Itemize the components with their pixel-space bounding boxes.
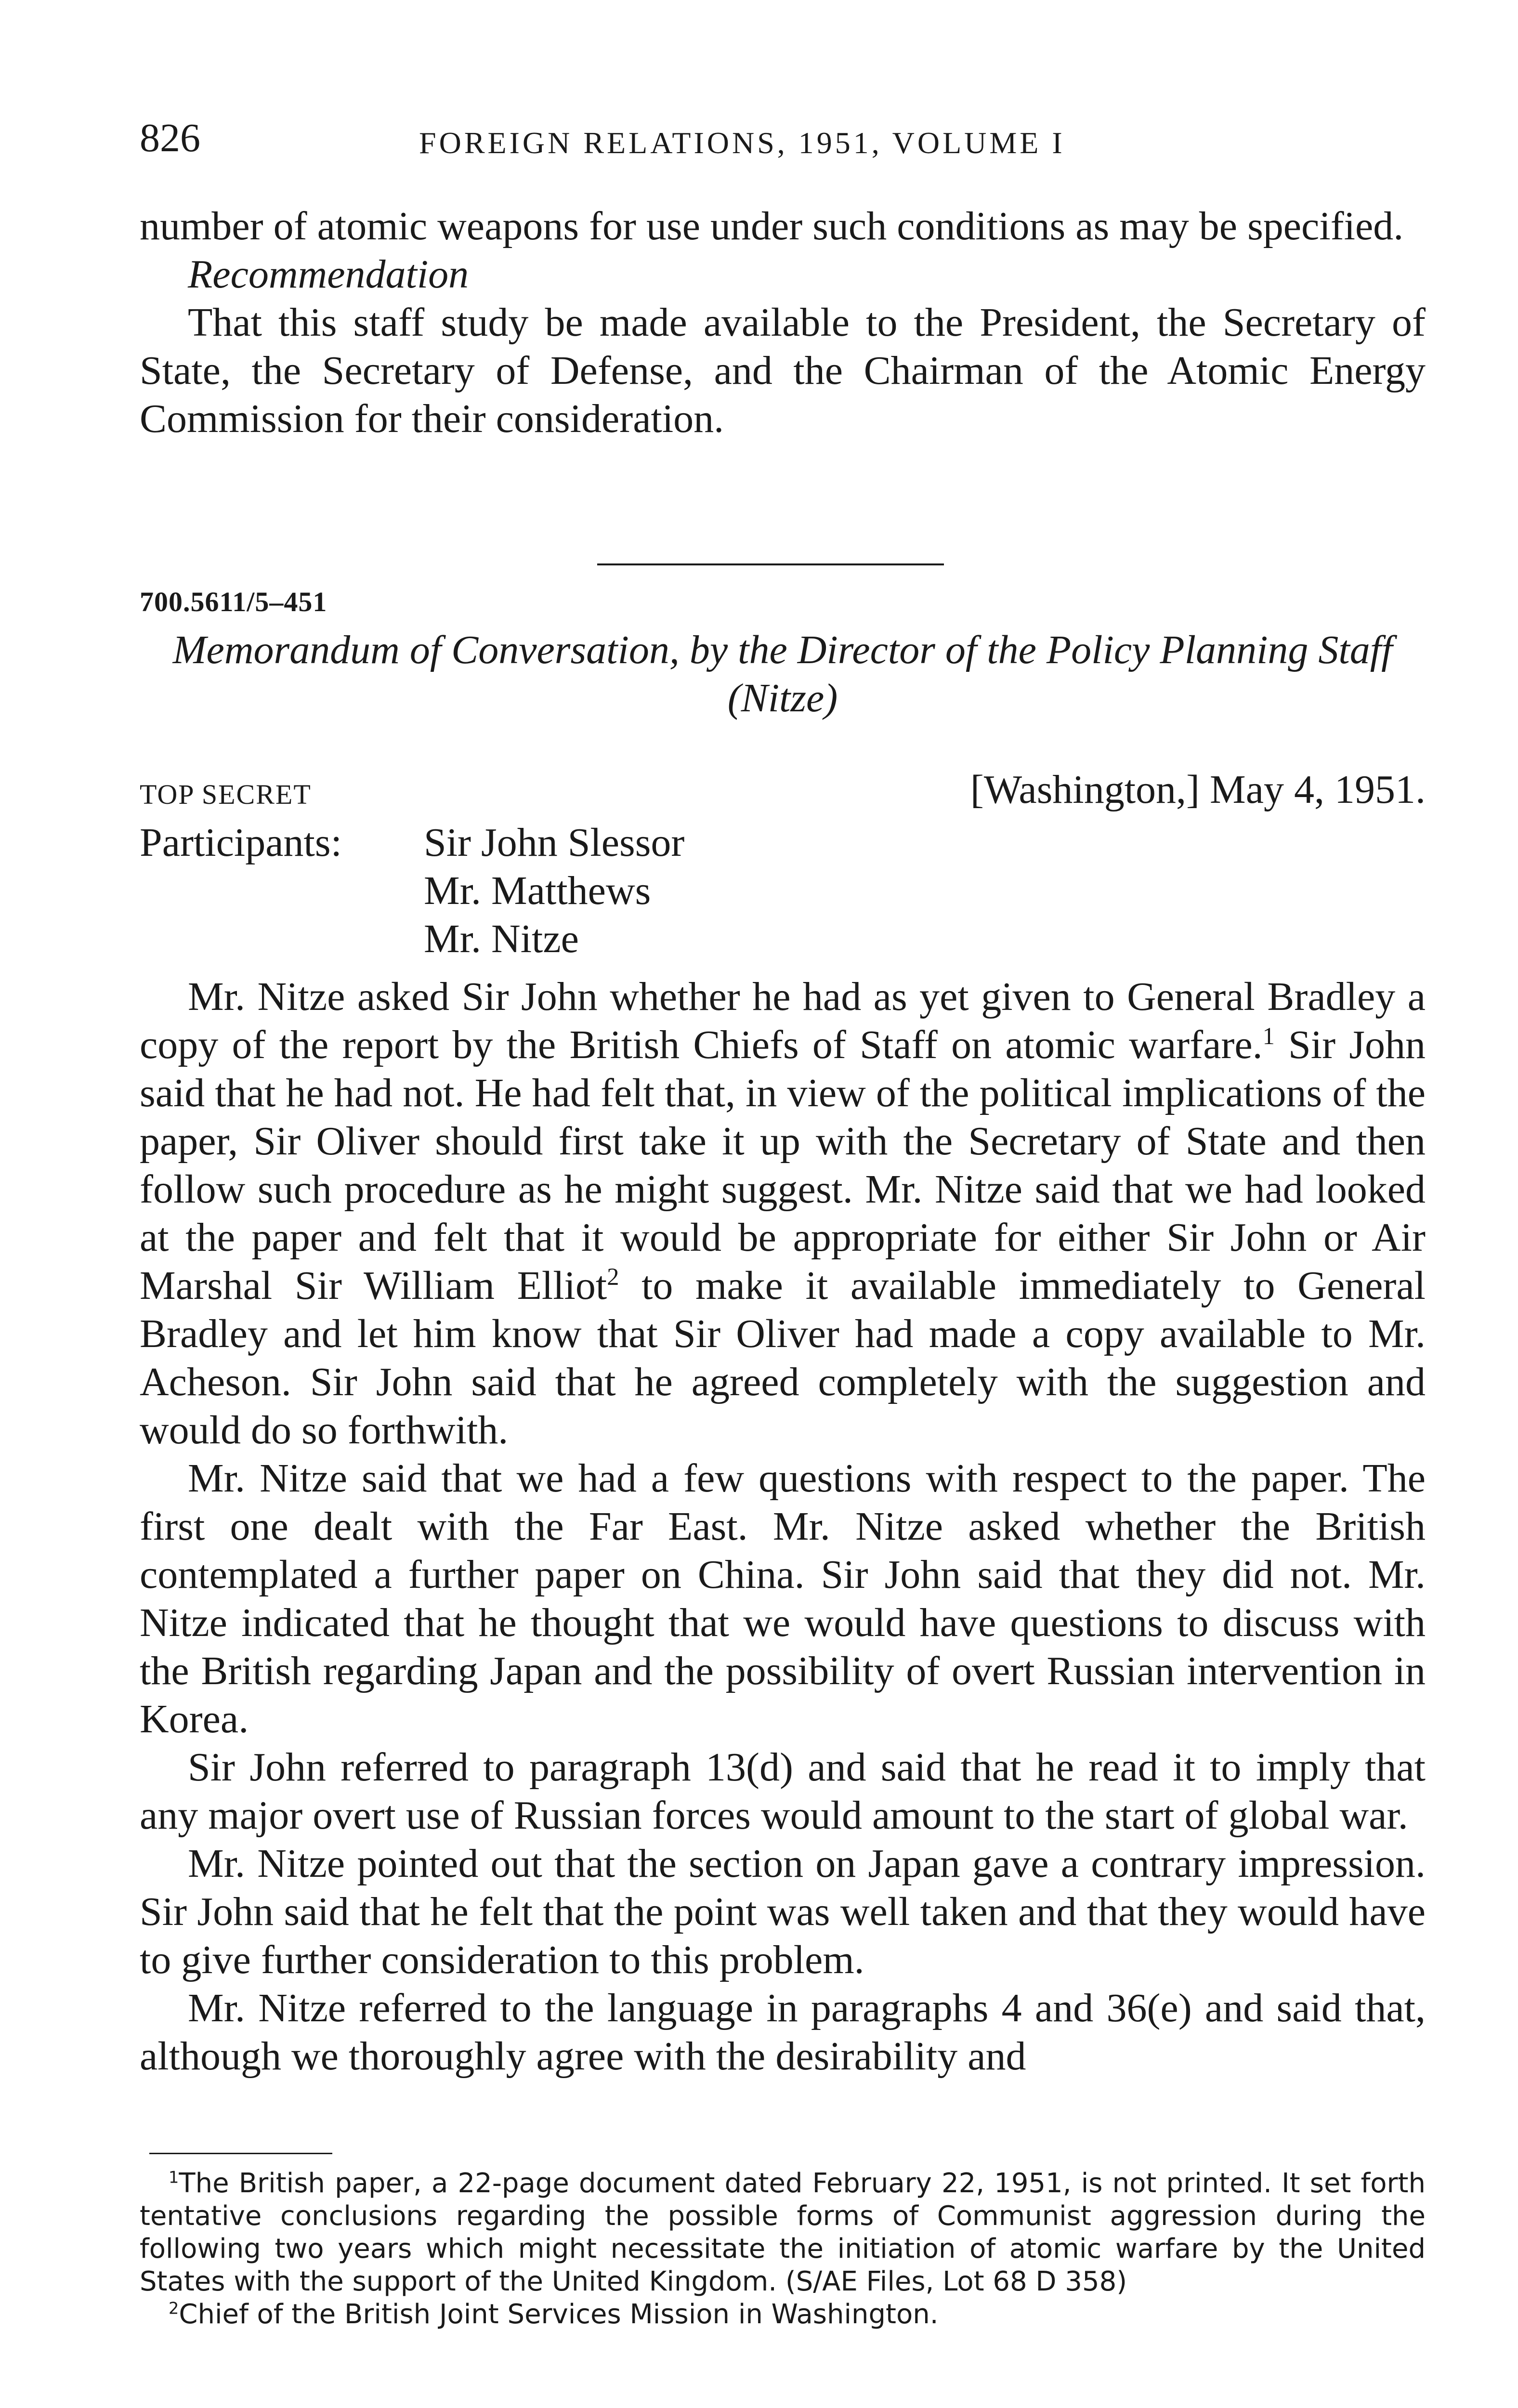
memo-paragraph: Sir John referred to paragraph 13(d) and said that he read it to imply that any major overt use of Russian forces would amount to the start of global war. <box>140 1745 1426 1838</box>
footnote <box>140 2167 1426 2298</box>
memo-title: Memorandum of Conversation, by the Director of the Policy Planning Staff (Nitze) <box>172 628 1393 720</box>
paragraph-text: to make it available immediately to General Bradley and let him know that Sir Oliver had made a copy available to Mr. Acheson. Sir John said that he agreed completely with the suggestion and would do so forthwith. <box>140 1263 1426 1453</box>
page-number: 826 <box>140 116 200 160</box>
continuation-paragraph: number of atomic weapons for use under such conditions as may be specified. <box>140 204 1404 249</box>
footnote-ref[interactable]: 2 <box>607 1263 619 1290</box>
memo-paragraph: Mr. Nitze said that we had a few questions with respect to the paper. The first one dealt with the Far East. Mr. Nitze asked whether the British contemplated a further paper on China. Sir John said that they did not. Mr. Nitze indicated that he thought that we would have questions to discuss with the British regarding Japan and the possibility of overt Russian intervention in Korea. <box>140 1456 1426 1741</box>
footnotes <box>140 2167 1426 2331</box>
participant: Mr. Nitze <box>424 916 579 961</box>
footnote-text: The British paper, a 22-page document dated February 22, 1951, is not printed. It set forth tentative conclusions regarding the possible forms of Communist aggression during the following two years which might necessitate the initiation of atomic warfare by the United States with the support of the United Kingdom. (S/AE Files, Lot 68 D 358) <box>140 2168 1426 2297</box>
footnote-marker: 1 <box>169 2168 179 2187</box>
memo-body <box>140 973 1426 2081</box>
previous-document-tail <box>140 202 1426 443</box>
footnote-marker: 2 <box>169 2299 179 2318</box>
paragraph-text: Mr. Nitze asked Sir John whether he had as yet given to General Bradley a copy of the report by the British Chiefs of Staff on atomic warfare. <box>140 974 1426 1067</box>
recommendation-heading: Recommendation <box>188 252 469 297</box>
footnote <box>140 2298 1426 2331</box>
section-divider <box>597 563 944 565</box>
footnote-ref[interactable]: 1 <box>1262 1022 1275 1049</box>
footnote-rule <box>149 2153 332 2154</box>
memo-paragraph: Mr. Nitze pointed out that the section on Japan gave a contrary impression. Sir John said that he felt that the point was well taken and that they would have to give further consideration to this problem. <box>140 1841 1426 1982</box>
participants-label: Participants: <box>140 820 342 865</box>
memo-paragraph: Mr. Nitze referred to the language in paragraphs 4 and 36(e) and said that, although we thoroughly agree with the desirability and <box>140 1986 1426 2079</box>
classification-label: TOP SECRET <box>140 779 312 810</box>
participant: Mr. Matthews <box>424 868 651 913</box>
participant: Sir John Slessor <box>424 820 685 865</box>
participants-list <box>424 819 684 963</box>
recommendation-paragraph: That this staff study be made available to the President, the Secretary of State, the Secretary of Defense, and the Chairman of the Atomic Energy Commission for their consideration. <box>140 300 1426 441</box>
file-code: 700.5611/5–451 <box>140 586 327 617</box>
running-head: FOREIGN RELATIONS, 1951, VOLUME I <box>419 126 1065 160</box>
dateline: [Washington,] May 4, 1951. <box>970 767 1426 812</box>
paragraph-text: Sir John said that he had not. He had felt that, in view of the political implications of the paper, Sir Oliver should first take it up with the Secretary of State and then follow such procedure as he might suggest. Mr. Nitze said that we had looked at the paper and felt that it would be appropriate for either Sir John or Air Marshal Sir William Elliot <box>140 1022 1426 1308</box>
memo-paragraph <box>140 973 1426 1454</box>
footnote-text: Chief of the British Joint Services Mission in Washington. <box>179 2299 939 2330</box>
page-header <box>140 112 1426 165</box>
